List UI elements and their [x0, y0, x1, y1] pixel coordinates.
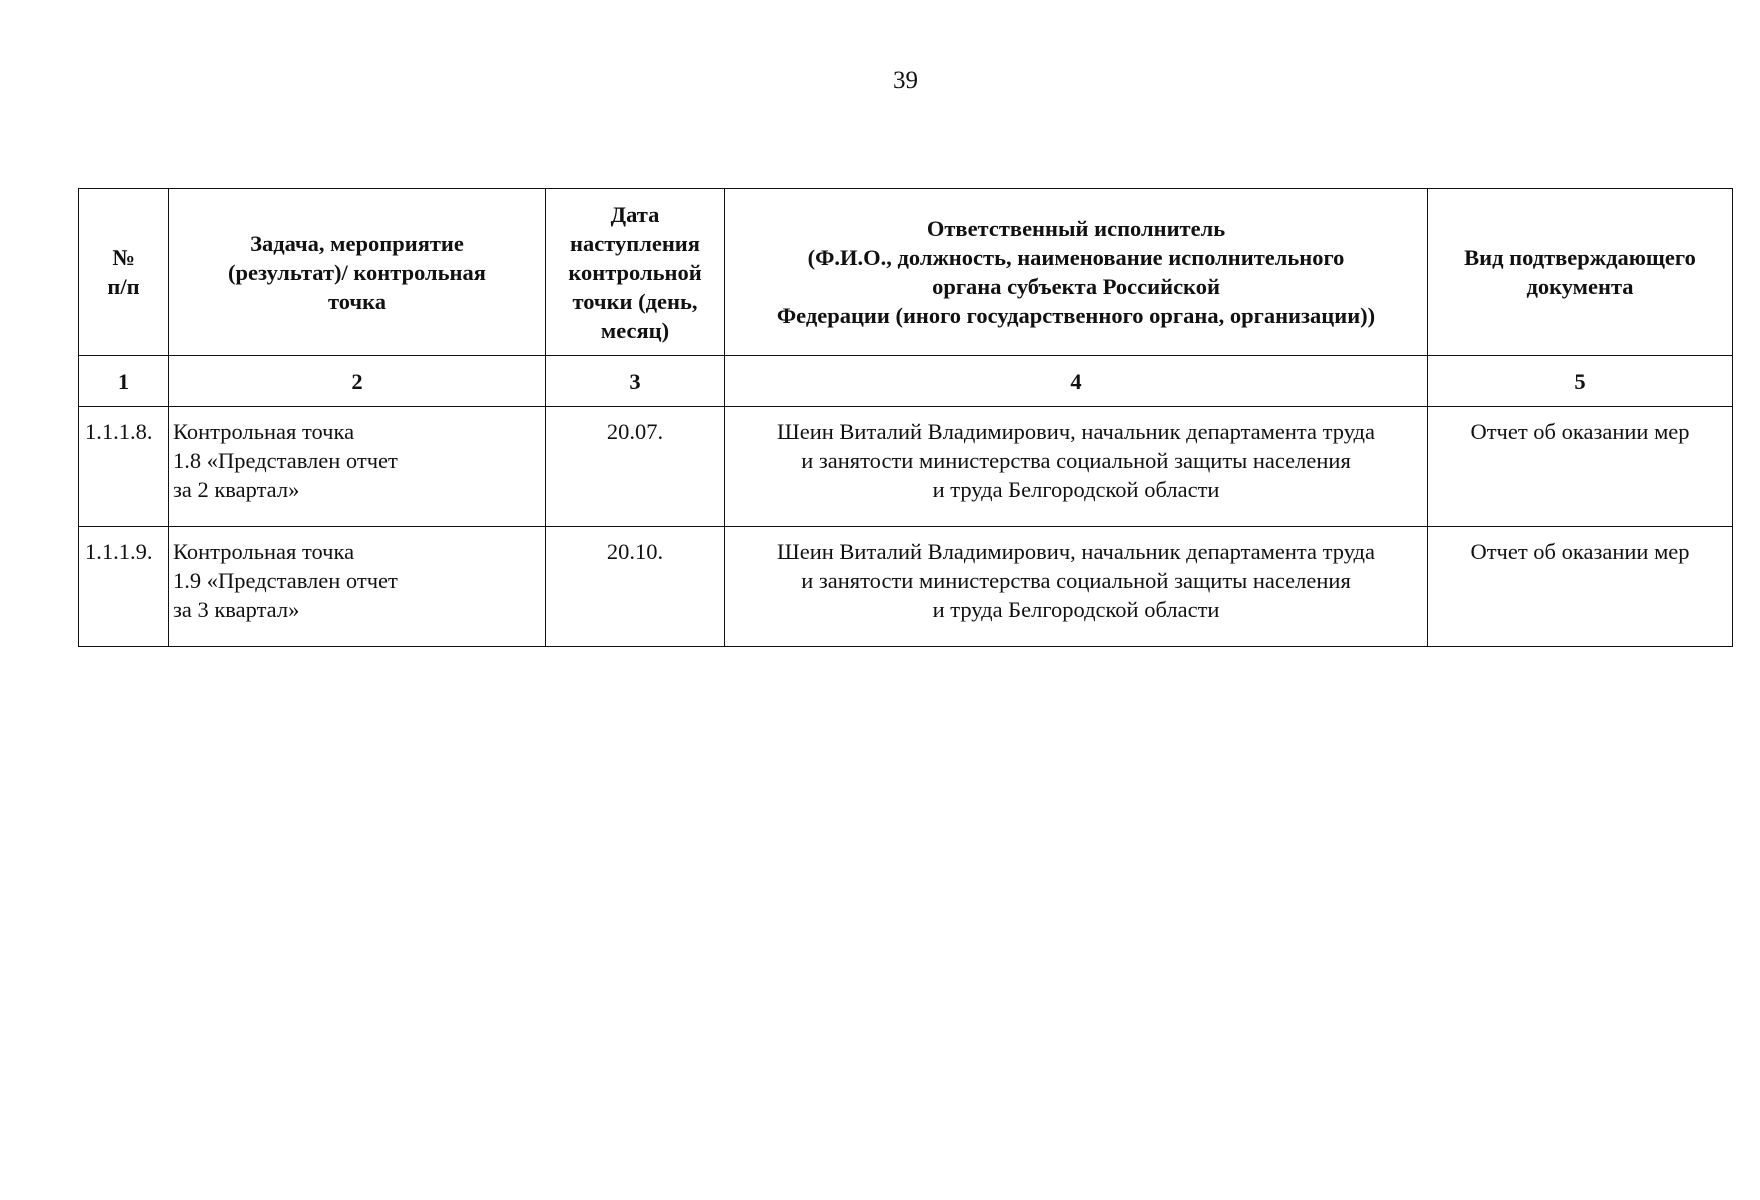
table-row	[79, 407, 1733, 527]
column-number: 4	[725, 356, 1428, 407]
row-task: Контрольная точка 1.9 «Представлен отчет за 3 квартал»	[169, 527, 546, 647]
row-date: 20.07.	[546, 407, 725, 527]
row-document: Отчет об оказании мер	[1428, 407, 1733, 527]
row-number: 1.1.1.9.	[79, 527, 169, 647]
header-num: № п/п	[79, 189, 169, 356]
control-points-table	[78, 188, 1733, 647]
row-number: 1.1.1.8.	[79, 407, 169, 527]
column-number: 1	[79, 356, 169, 407]
row-date: 20.10.	[546, 527, 725, 647]
header-document: Вид подтверждающего документа	[1428, 189, 1733, 356]
row-task: Контрольная точка 1.8 «Представлен отчет за 2 квартал»	[169, 407, 546, 527]
row-responsible: Шеин Виталий Владимирович, начальник департамента труда и занятости министерства социальной защиты населения и труда Белгородской области	[725, 407, 1428, 527]
header-date: Дата наступления контрольной точки (день, месяц)	[546, 189, 725, 356]
header-row	[79, 189, 1733, 356]
table-row	[79, 527, 1733, 647]
column-number-row	[79, 356, 1733, 407]
row-responsible: Шеин Виталий Владимирович, начальник департамента труда и занятости министерства социальной защиты населения и труда Белгородской области	[725, 527, 1428, 647]
page-number: 39	[893, 67, 918, 94]
header-responsible: Ответственный исполнитель (Ф.И.О., должность, наименование исполнительного органа субъекта Российской Федерации (иного государственного органа, организации))	[725, 189, 1428, 356]
column-number: 3	[546, 356, 725, 407]
header-task: Задача, мероприятие (результат)/ контрольная точка	[169, 189, 546, 356]
column-number: 5	[1428, 356, 1733, 407]
row-document: Отчет об оказании мер	[1428, 527, 1733, 647]
column-number: 2	[169, 356, 546, 407]
